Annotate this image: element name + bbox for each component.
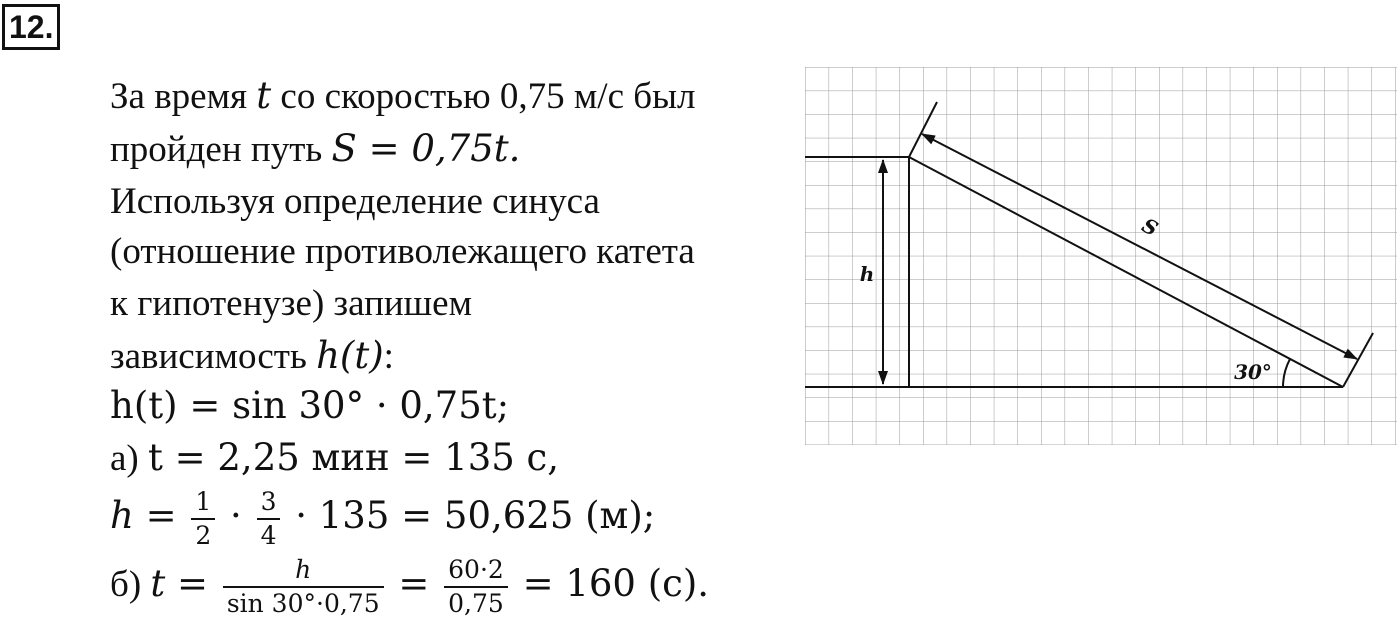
problem-number: 12. xyxy=(2,4,60,50)
fraction-three-quarters: $\frac{3}{4}$ xyxy=(257,488,281,549)
grid-background xyxy=(805,67,1397,445)
text-line-1: За время t со скоростью 0,75 м/с был xyxy=(110,74,696,117)
text-line-2: пройден путь S = 0,75t. xyxy=(110,127,521,170)
part-a-height: h = $\frac{1}{2}$ · $\frac{3}{4}$ · 135 = 50,625 (м); xyxy=(110,487,656,550)
label-s: S xyxy=(1137,213,1163,241)
fraction-one-half: $\frac{1}{2}$ xyxy=(191,488,215,549)
text-line-6: зависимость h(t): xyxy=(110,334,394,377)
triangle-diagram xyxy=(805,67,1397,445)
text-line-4: (отношение противолежащего катета xyxy=(110,231,695,272)
text-line-5: к гипотенузе) запишем xyxy=(110,283,472,324)
text-line-3: Используя определение синуса xyxy=(110,181,600,222)
label-h: h xyxy=(859,262,875,286)
part-a-time: а) t = 2,25 мин = 135 с, xyxy=(110,436,560,479)
label-angle: 30° xyxy=(1234,360,1272,384)
fraction-120-over-075: $\frac{60\cdot 2}{0,75}$ xyxy=(444,556,508,617)
part-b-time: б) t = $\frac{h}{\sin 30^\circ\cdot 0,75}$ = $\frac{60\cdot 2}{0,75}$ = 160 (с). xyxy=(110,555,710,618)
fraction-h-over-sin: $\frac{h}{\sin 30^\circ\cdot 0,75}$ xyxy=(223,556,384,617)
formula-h-of-t: h(t) = sin 30° · 0,75t; xyxy=(110,384,510,427)
